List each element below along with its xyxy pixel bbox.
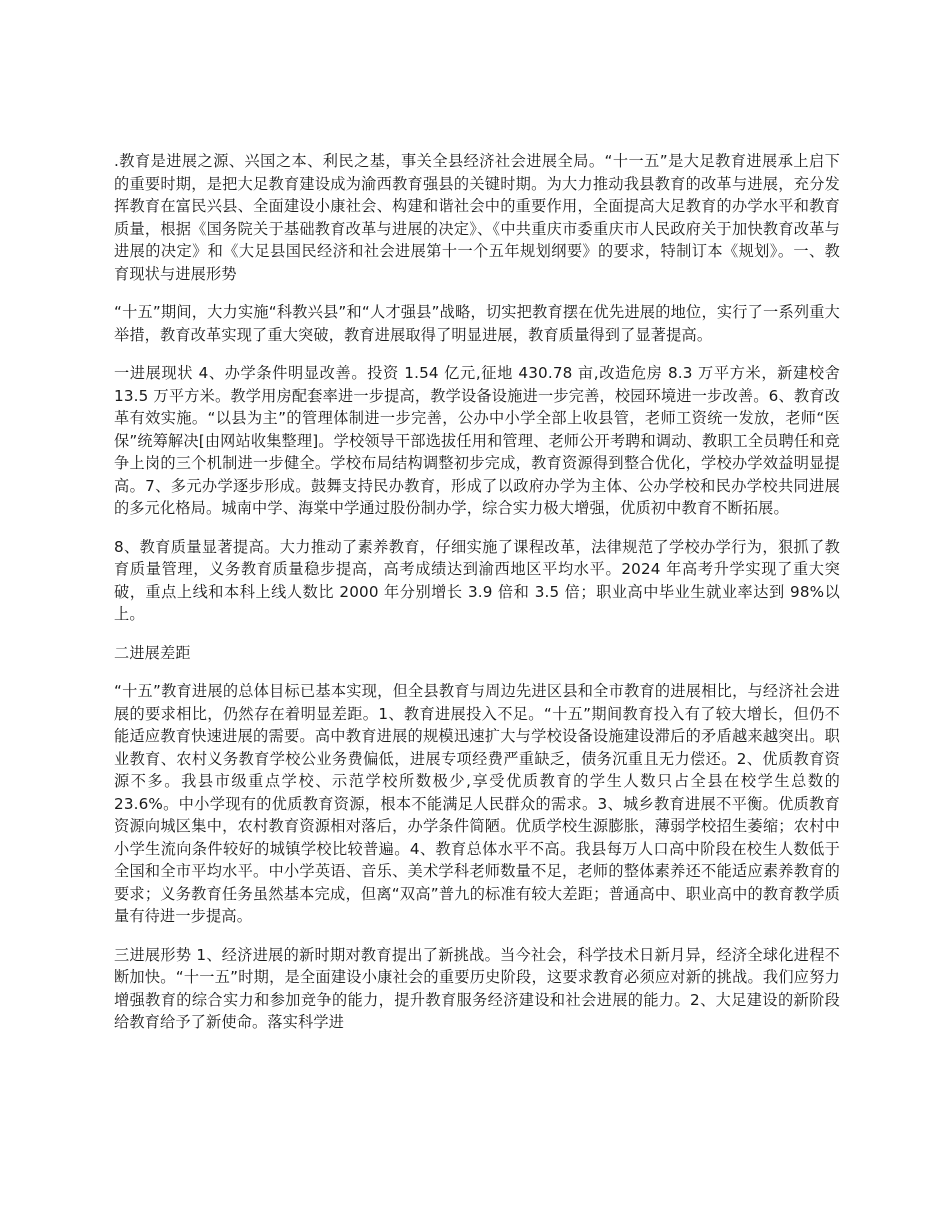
document-body: [114, 150, 840, 1050]
paragraph-intro: .教育是进展之源、兴国之本、利民之基，事关全县经济社会进展全局。“十一五”是大足教育进展承上启下的重要时期，是把大足教育建设成为渝西教育强县的关键时期。为大力推动我县教育的改革与进展，充分发挥教育在富民兴县、全面建设小康社会、构建和谐社会中的重要作用，全面提高大足教育的办学水平和教育质量，根据《国务院关于基础教育改革与进展的决定》、《中共重庆市委重庆市人民政府关于加快教育改革与进展的决定》和《大足县国民经济和社会进展第十一个五年规划纲要》的要求，特制订本《规划》。一、教育现状与进展形势: [114, 152, 840, 283]
paragraph-tenth-five-year-summary: “十五”期间，大力实施“科教兴县”和“人才强县”战略，切实把教育摆在优先进展的地位，实行了一系列重大举措，教育改革实现了重大突破，教育进展取得了明显进展，教育质量得到了显著提高。: [114, 303, 840, 344]
section-heading-gaps: 二进展差距: [114, 643, 191, 662]
paragraph-current-status: 一进展现状 4、办学条件明显改善。投资 1.54 亿元,征地 430.78 亩,改造危房 8.3 万平方米，新建校舍 13.5 万平方米。教学用房配套率进一步提高，教学设备设施进一步完善，校园环境进一步改善。6、教育改革有效实施。“以县为主”的管理体制进一步完善，公办中小学全部上收县管，老师工资统一发放，老师“医保”统筹解决[由网站收集整理]。学校领导干部选拔任用和管理、老师公开考聘和调动、教职工全员聘任和竞争上岗的三个机制进一步健全。学校布局结构调整初步完成，教育资源得到整合优化，学校办学效益明显提高。7、多元办学逐步形成。鼓舞支持民办教育，形成了以政府办学为主体、公办学校和民办学校共同进展的多元化格局。城南中学、海棠中学通过股份制办学，综合实力极大增强，优质初中教育不断拓展。: [114, 364, 840, 517]
paragraph-gaps: “十五”教育进展的总体目标已基本实现，但全县教育与周边先进区县和全市教育的进展相比，与经济社会进展的要求相比，仍然存在着明显差距。1、教育进展投入不足。“十五”期间教育投入有了较大增长，但仍不能适应教育快速进展的需要。高中教育进展的规模迅速扩大与学校设备设施建设滞后的矛盾越来越突出。职业教育、农村义务教育学校公业务费偏低，进展专项经费严重缺乏，债务沉重且无力偿还。2、优质教育资源不多。我县市级重点学校、示范学校所数极少,享受优质教育的学生人数只占全县在校学生总数的 23.6%。中小学现有的优质教育资源，根本不能满足人民群众的需求。3、城乡教育进展不平衡。优质教育资源向城区集中，农村教育资源相对落后，办学条件简陋。优质学校生源膨胀，薄弱学校招生萎缩；农村中小学生流向条件较好的城镇学校比较普遍。4、教育总体水平不高。我县每万人口高中阶段在校生人数低于全国和全市平均水平。中小学英语、音乐、美术学科老师数量不足，老师的整体素养还不能适应素养教育的要求；义务教育任务虽然基本完成，但离“双高”普九的标准有较大差距；普通高中、职业高中的教育教学质量有待进一步提高。: [114, 682, 840, 925]
paragraph-education-quality: 8、教育质量显著提高。大力推动了素养教育，仔细实施了课程改革，法律规范了学校办学行为，狠抓了教育质量管理，义务教育质量稳步提高，高考成绩达到渝西地区平均水平。2024 年高考升学实现了重大突破，重点上线和本科上线人数比 2000 年分别增长 3.9 倍和 3.5 倍；职业高中毕业生就业率达到 98%以上。: [114, 537, 840, 623]
paragraph-situation: 三进展形势 1、经济进展的新时期对教育提出了新挑战。当今社会，科学技术日新月异，经济全球化进程不断加快。“十一五”时期，是全面建设小康社会的重要历史阶段，这要求教育必须应对新的挑战。我们应努力增强教育的综合实力和参加竞争的能力，提升教育服务经济建设和社会进展的能力。2、大足建设的新阶段给教育给予了新使命。落实科学进: [114, 945, 840, 1031]
